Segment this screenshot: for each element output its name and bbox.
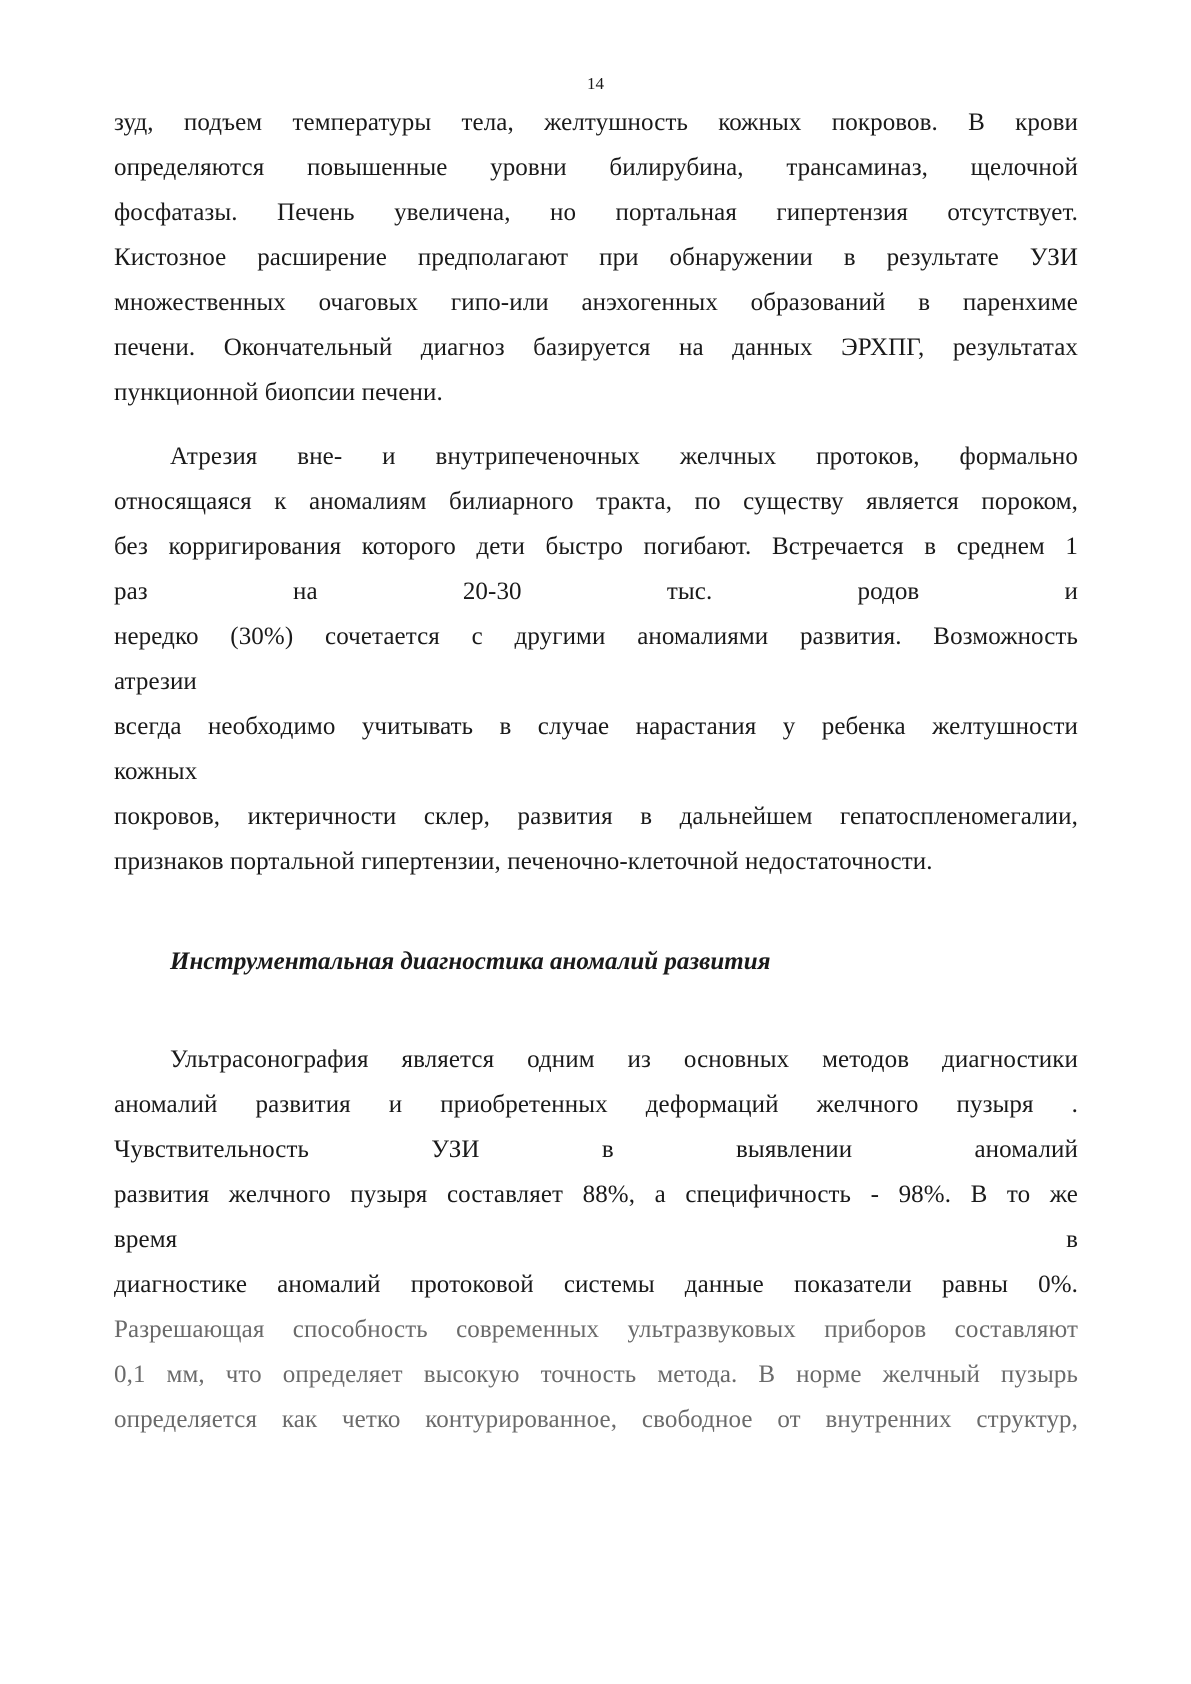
section-heading: Инструментальная диагностика аномалий развития [170, 948, 771, 975]
text-line: признаков портальной гипертензии, печеночно-клеточной недостаточности. [114, 848, 933, 875]
text-line: кожных [114, 758, 198, 785]
text-line: развития желчного пузыря составляет 88%, а специфичность - 98%. В то же [114, 1181, 1078, 1208]
text-line: определяется как четко контурированное, свободное от внутренних структур, [114, 1406, 1078, 1433]
text-line: Атрезия вне- и внутрипеченочных желчных протоков, формально [170, 443, 1078, 470]
text-line: аномалий развития и приобретенных деформаций желчного пузыря . [114, 1091, 1078, 1118]
text-line: множественных очаговых гипо-или анэхогенных образований в паренхиме [114, 289, 1078, 316]
text-line: Разрешающая способность современных ультразвуковых приборов составляют [114, 1316, 1078, 1343]
text-line: пункционной биопсии печени. [114, 379, 443, 406]
page-number: 14 [587, 74, 604, 93]
text-line: нередко (30%) сочетается с другими аномалиями развития. Возможность [114, 623, 1078, 650]
text-line: Чувствительность УЗИ в выявлении аномалий [114, 1136, 1078, 1163]
text-line: без корригирования которого дети быстро погибают. Встречается в среднем 1 [114, 533, 1078, 560]
text-line: фосфатазы. Печень увеличена, но портальная гипертензия отсутствует. [114, 199, 1078, 226]
text-line: Ультрасонография является одним из основных методов диагностики [170, 1046, 1078, 1073]
text-line: печени. Окончательный диагноз базируется на данных ЭРХПГ, результатах [114, 334, 1078, 361]
text-line: время в [114, 1226, 1078, 1253]
text-line: покровов, иктеричности склер, развития в дальнейшем гепатоспленомегалии, [114, 803, 1078, 830]
text-line: атрезии [114, 668, 197, 695]
text-line: относящаяся к аномалиям билиарного тракта, по существу является пороком, [114, 488, 1078, 515]
text-line: диагностике аномалий протоковой системы данные показатели равны 0%. [114, 1271, 1078, 1298]
text-line: раз на 20-30 тыс. родов и [114, 578, 1078, 605]
text-line: 0,1 мм, что определяет высокую точность метода. В норме желчный пузырь [114, 1361, 1078, 1388]
text-line: зуд, подъем температуры тела, желтушность кожных покровов. В крови [114, 109, 1078, 136]
text-line: всегда необходимо учитывать в случае нарастания у ребенка желтушности [114, 713, 1078, 740]
text-line: определяются повышенные уровни билирубина, трансаминаз, щелочной [114, 154, 1078, 181]
text-line: Кистозное расширение предполагают при обнаружении в результате УЗИ [114, 244, 1078, 271]
